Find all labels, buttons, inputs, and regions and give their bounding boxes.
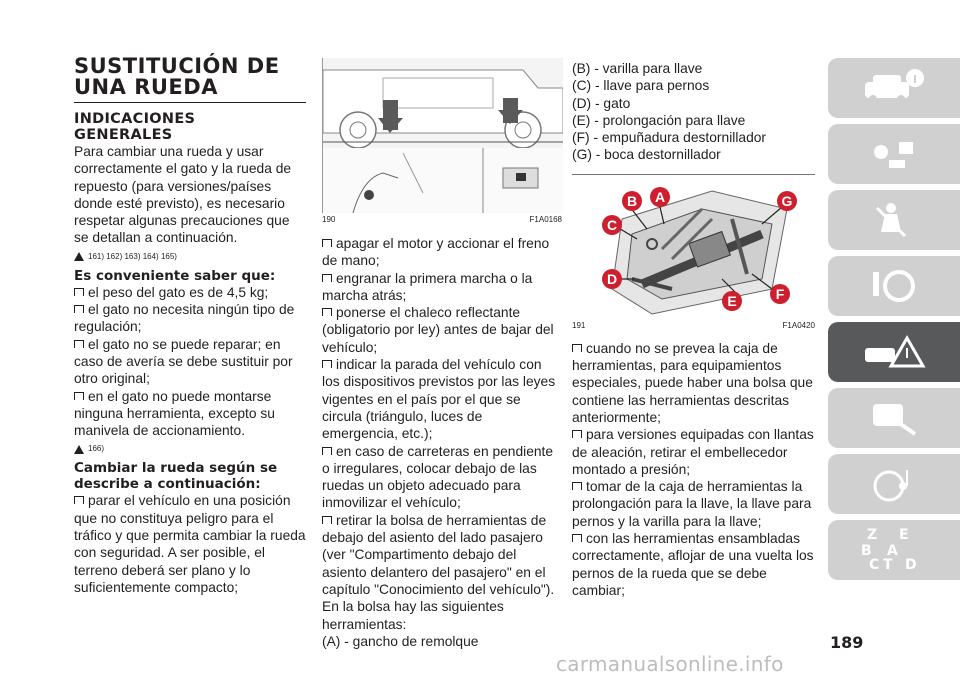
- section-heading-line-2: GENERALES: [74, 127, 173, 143]
- column-2: [322, 0, 562, 650]
- alphabet-letter: B: [861, 543, 872, 559]
- reference-numbers: 166): [88, 444, 105, 454]
- bullet-item: el peso del gato es de 4,5 kg;: [74, 284, 306, 301]
- tool-item: (G) - boca destornillador: [572, 147, 721, 163]
- wrench-service-icon: [859, 396, 929, 440]
- page-title: [74, 56, 306, 103]
- bullet-item: el gato no necesita ningún tipo de regulación;: [74, 301, 306, 336]
- chapter-tabs: [828, 58, 960, 586]
- section-heading-line-1: INDICACIONES: [74, 111, 196, 127]
- figure-number: 190: [322, 215, 336, 224]
- bullet-item: engranar la primera marcha o la marcha atrás;: [322, 270, 562, 305]
- tab-airbag-seat[interactable]: [828, 190, 960, 250]
- bullet-list-preparation: [322, 235, 562, 598]
- alphabet-letter: T: [883, 557, 893, 573]
- bullet-item: tomar de la caja de herramientas la prolongación para la llave, la llave para pernos y la varilla para la llave;: [572, 478, 815, 530]
- alphabet-letter: Z: [867, 527, 878, 543]
- section-heading-change: Cambiar la rueda según se describe a continuación:: [74, 460, 278, 493]
- reference-numbers: 161) 162) 163) 164) 165): [88, 251, 177, 261]
- warning-references: [74, 250, 306, 264]
- tab-emergency[interactable]: [828, 322, 960, 382]
- section-heading-know: Es conveniente saber que:: [74, 267, 276, 284]
- airbag-seat-icon: [859, 198, 929, 242]
- figure-190: [322, 58, 562, 213]
- figure-191: [572, 179, 815, 319]
- tool-item: (E) - prolongación para llave: [572, 112, 746, 128]
- intro-paragraph: Para cambiar una rueda y usar correctamente el gato y la rueda de repuesto (para versiones/países donde esté previsto), es necesario respetar algunas precauciones que se detallan a continuación.: [74, 144, 292, 246]
- bullet-item: en el gato no puede montarse ninguna herramienta, excepto su manivela de accionamiento.: [74, 388, 306, 440]
- tab-steering-key[interactable]: [828, 256, 960, 316]
- tab-car-info[interactable]: [828, 58, 960, 118]
- tools-list: [572, 60, 815, 164]
- column-1: [74, 0, 306, 596]
- watermark: carmanualsonline.info: [556, 652, 784, 676]
- tool-item: (D) - gato: [572, 95, 631, 111]
- tab-multimedia[interactable]: [828, 454, 960, 514]
- tool-item: (B) - varilla para llave: [572, 61, 703, 76]
- bullet-item: ponerse el chaleco reflectante (obligatorio por ley) antes de bajar del vehículo;: [322, 304, 562, 356]
- figure-label-d: D: [602, 269, 622, 289]
- alphabet-letter: E: [899, 527, 909, 543]
- bullet-list-facts: [74, 284, 306, 440]
- warning-triangle-icon: [74, 445, 84, 454]
- emergency-warning-icon: [859, 330, 929, 374]
- column-3: [572, 0, 815, 599]
- tool-item: (C) - llave para pernos: [572, 78, 710, 94]
- dashboard-lights-icon: [859, 132, 929, 176]
- title-line-2: UNA RUEDA: [74, 75, 218, 99]
- tab-dashboard-lights[interactable]: [828, 124, 960, 184]
- bullet-item: cuando no se prevea la caja de herramientas, para equipamientos especiales, puede haber una bolsa que contiene las herramientas descritas anteriormente;: [572, 340, 815, 426]
- bullet-item: el gato no se puede reparar; en caso de avería se debe sustituir por otro original;: [74, 336, 306, 388]
- figure-number: 191: [572, 320, 586, 330]
- alphabet-letter: C: [869, 557, 880, 573]
- alphabet-letter: D: [905, 557, 917, 573]
- warning-triangle-icon: [74, 252, 84, 261]
- tab-service[interactable]: [828, 388, 960, 448]
- multimedia-icon: [859, 462, 929, 506]
- figure-divider: [572, 174, 815, 175]
- figure-label-f: F: [770, 284, 790, 304]
- bullet-item: retirar la bolsa de herramientas de debajo del asiento del lado pasajero (ver "Compartimento debajo del asiento delantero del pasajero" en el capítulo "Conocimiento del vehículo").: [322, 512, 562, 598]
- bullet-item: en caso de carreteras en pendiente o irregulares, colocar debajo de las ruedas un objeto adecuado para inmovilizar el vehículo;: [322, 443, 562, 512]
- bullet-item: indicar la parada del vehículo con los dispositivos previstos por las leyes vigentes en el país por el que se circula (triángulo, luces de emergencia, etc.);: [322, 356, 562, 442]
- figure-label-g: G: [777, 191, 797, 211]
- bullet-item: para versiones equipadas con llantas de aleación, retirar el embellecedor montado a presión;: [572, 427, 814, 477]
- warning-references-2: [74, 442, 306, 456]
- section-heading-general: [74, 111, 306, 143]
- bullet-list-removal: [572, 340, 815, 599]
- figure-label-b: B: [622, 191, 642, 211]
- figure-code: F1A0168: [529, 215, 562, 224]
- van-side-illustration: [323, 58, 563, 213]
- figure-label-e: E: [722, 291, 742, 311]
- figure-label-a: A: [650, 187, 670, 207]
- figure-191-caption: [572, 321, 815, 330]
- bullet-item: parar el vehículo en una posición que no constituya peligro para el tráfico y que permita cambiar la rueda con seguridad. A ser posible, el terreno deberá ser plano y lo suficientemente compacto;: [74, 493, 306, 595]
- tools-intro: En la bolsa hay las siguientes herramientas:: [322, 599, 504, 632]
- steering-key-icon: [859, 264, 929, 308]
- bullet-list-steps: [74, 492, 306, 596]
- car-info-icon: [859, 66, 929, 110]
- page-number: 189: [830, 633, 864, 652]
- figure-code: F1A0420: [782, 320, 815, 330]
- tool-a: (A) - gancho de remolque: [322, 633, 479, 649]
- title-line-1: SUSTITUCIÓN DE: [74, 54, 280, 78]
- tool-item: (F) - empuñadura destornillador: [572, 130, 767, 146]
- figure-190-caption: [322, 215, 562, 224]
- bullet-item: con las herramientas ensambladas correctamente, aflojar de una vuelta los pernos de la rueda que se debe cambiar;: [572, 531, 814, 598]
- figure-label-c: C: [602, 215, 622, 235]
- tab-alphabetical-index[interactable]: [828, 520, 960, 580]
- alphabet-index-icon: [859, 525, 929, 575]
- alphabet-letter: A: [887, 543, 898, 559]
- bullet-item: apagar el motor y accionar el freno de mano;: [322, 235, 562, 270]
